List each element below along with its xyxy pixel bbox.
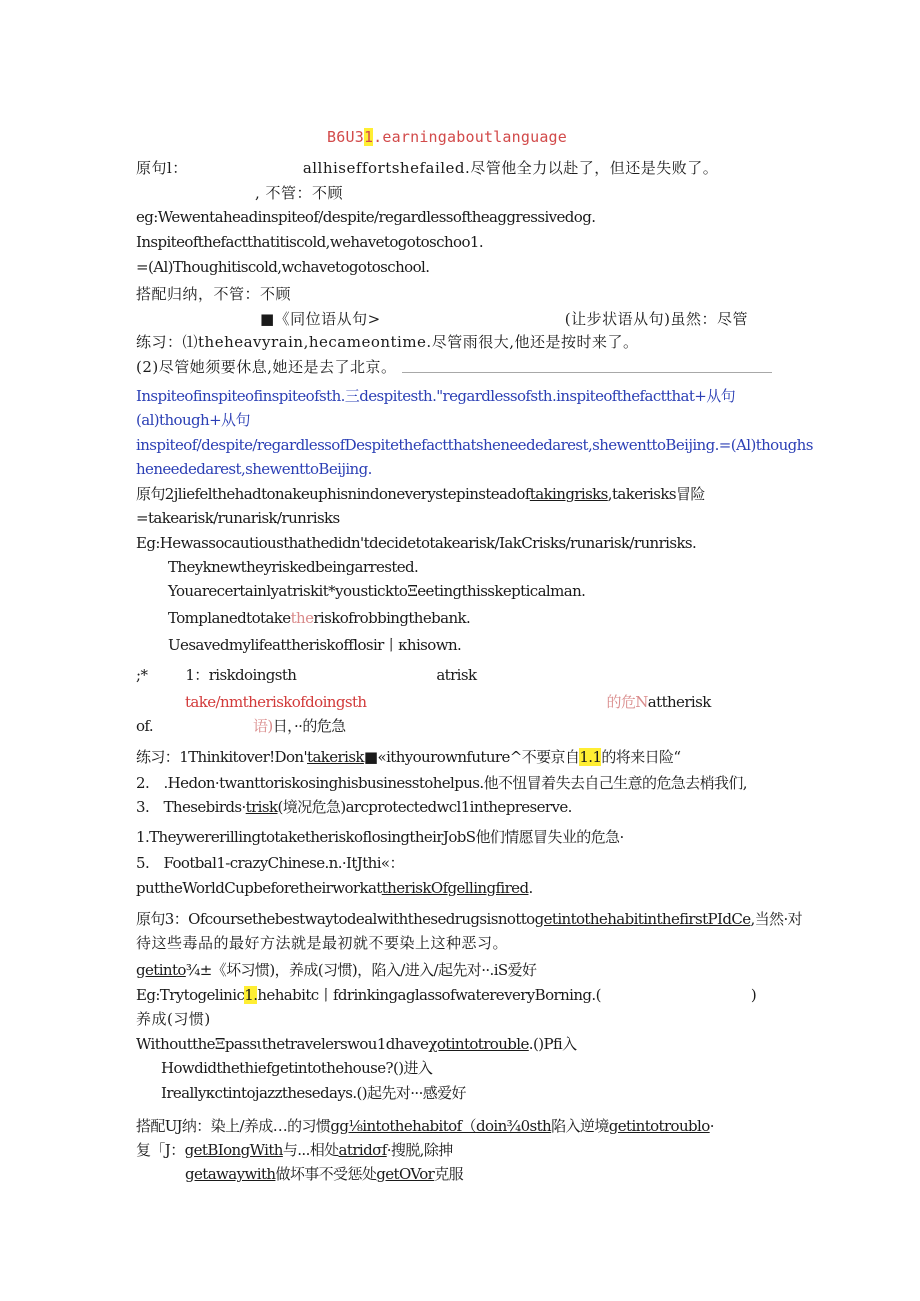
- line-practice-2: 2. .Hedon·twanttoriskosinghisbusinesstohelpus.他不忸冒着失去自己生意的危急去梢我们,: [136, 774, 747, 792]
- page-title: B6U31.earningaboutlanguage: [327, 128, 568, 146]
- line-clause-types: ■《同位语从句> (让步状语从句)虽然：尽管: [260, 310, 748, 328]
- line-risk-phrases-2: take/nmtheriskofdoingsth 的危Nattherisk: [185, 693, 711, 711]
- line-original-sentence-2: 原句2jliefelthehadtonakeuphisnindoneverystepinsteadoftakingrisks,takerisks冒险: [136, 485, 705, 503]
- line-practice-1: 练习：1Thinkitover!Don'takerisk■«ithyourownfuture^不要京自1.1的将来日险“: [136, 748, 681, 766]
- line-getinto-example-1: Eg:Trytogelinic1.hehabitc丨fdrinkingaglassofwatereveryBorning.( ): [136, 986, 757, 1004]
- line-original-sentence-3: 原句3：OfcoursethebestwaytodealwiththesedrugsisnottogetintothehabitinthefirstPIdCe,当然·对: [136, 910, 803, 928]
- line-risk-phrases-3: of. 语)日，··的危急: [136, 717, 346, 735]
- line-risk-example-1: Eg:Hewassocautiousthathedidn'tdecidetotakearisk/IakCrisks/runarisk/runrisks.: [136, 534, 697, 552]
- line-risk-phrases: ;* 1：riskdoingsth atrisk: [136, 666, 477, 684]
- line-getinto-example-4: Ireallyκctintojazzthesedays.()起先对···感爱好: [161, 1084, 466, 1102]
- line-getinto-example-2: WithouttheΞpassιthetravelerswou1dhaveχotintotrouble.()Pfi入: [136, 1035, 577, 1053]
- line-review-2: getawaywith做坏事不受惩处getOVor克服: [185, 1165, 464, 1183]
- answer-line-3: inspiteof/despite/regardlessofDespitethefactthatsheneededarest,shewenttoBeijing.=(Al)thoughs: [136, 436, 813, 454]
- line-original-sentence-1: 原句l： allhiseffortshefailed.尽管他全力以赴了，但还是失败了。: [136, 159, 719, 177]
- line-practice-4: 1.TheywererillingtotaketheriskoflosingtheirJobS他们情愿冒失业的危急·: [136, 828, 624, 846]
- line-getinto-meaning: getinto¾±《坏习惯)，养成(习惯)，陷入/进入/起先对··.iS爱好: [136, 961, 537, 979]
- line-example-3: =(Al)Thoughitiscold,wchavetogotoschool.: [136, 258, 430, 276]
- answer-line-4: heneededarest,shewenttoBeijing.: [136, 460, 372, 478]
- line-example-1: eg:Wewentaheadinspiteof/despite/regardlessoftheaggressivedog.: [136, 208, 596, 226]
- line-practice-5-cont: puttheWorldCupbeforetheirworkattheriskOfgellingfired.: [136, 879, 533, 897]
- line-getinto-example-3: Howdidthethiefgetintothehouse?()进入: [161, 1059, 433, 1077]
- line-risk-example-4: Tomplanedtotaketheriskofrobbingthebank.: [168, 609, 471, 627]
- line-review-1: 复「J：getBIongWith与...相处atridσf·搜脱,除抻: [136, 1141, 453, 1159]
- line-summary: 搭配归纳，不管：不顾: [136, 285, 292, 303]
- line-meaning: , 不管：不顾: [255, 184, 344, 202]
- line-getinto-example-1-note: 养成(习惯): [136, 1010, 211, 1028]
- answer-blank-line: [402, 372, 772, 373]
- line-exercise-2: (2)尽管她须要休息,她还是去了北京。: [136, 358, 397, 376]
- line-original-sentence-3-cont: 待这些毒品的最好方法就是最初就不要染上这种恶习。: [136, 934, 509, 952]
- line-exercise-1: 练习：⑴theheavyrain,hecameontime.尽管雨很大,他还是按时来了。: [136, 333, 639, 351]
- line-example-2: Inspiteofthefactthatitiscold,wehavetogotoschoo1.: [136, 233, 483, 251]
- line-practice-5: 5. Footbal1-crazyChinese.n.·ItJthi«：: [136, 854, 404, 872]
- line-takerisk-variants: =takearisk/runarisk/runrisks: [136, 509, 340, 527]
- line-risk-example-3: Youarecertainlyatriskit*yousticktoΞeetingthisskepticalman.: [168, 582, 586, 600]
- line-collocation-summary: 搭配UJ纳：染上/养成…的习惯gg⅛intothehabitof（doin¾0sth陷入逆境getintotroublo·: [136, 1117, 714, 1135]
- answer-line-2: (al)though+从句: [136, 411, 250, 429]
- answer-line-1: Inspiteofinspiteofinspiteofsth.三despitesth."regardlessofsth.inspiteofthefactthat+从句: [136, 387, 736, 405]
- line-risk-example-2: Theyknewtheyriskedbeingarrested.: [168, 558, 419, 576]
- line-risk-example-5: Uesavedmylifeattheriskofflosir丨κhisown.: [168, 636, 462, 654]
- line-practice-3: 3. Thesebirds·trisk(境况危急)arcprotectedwcl1inthepreserve.: [136, 798, 572, 816]
